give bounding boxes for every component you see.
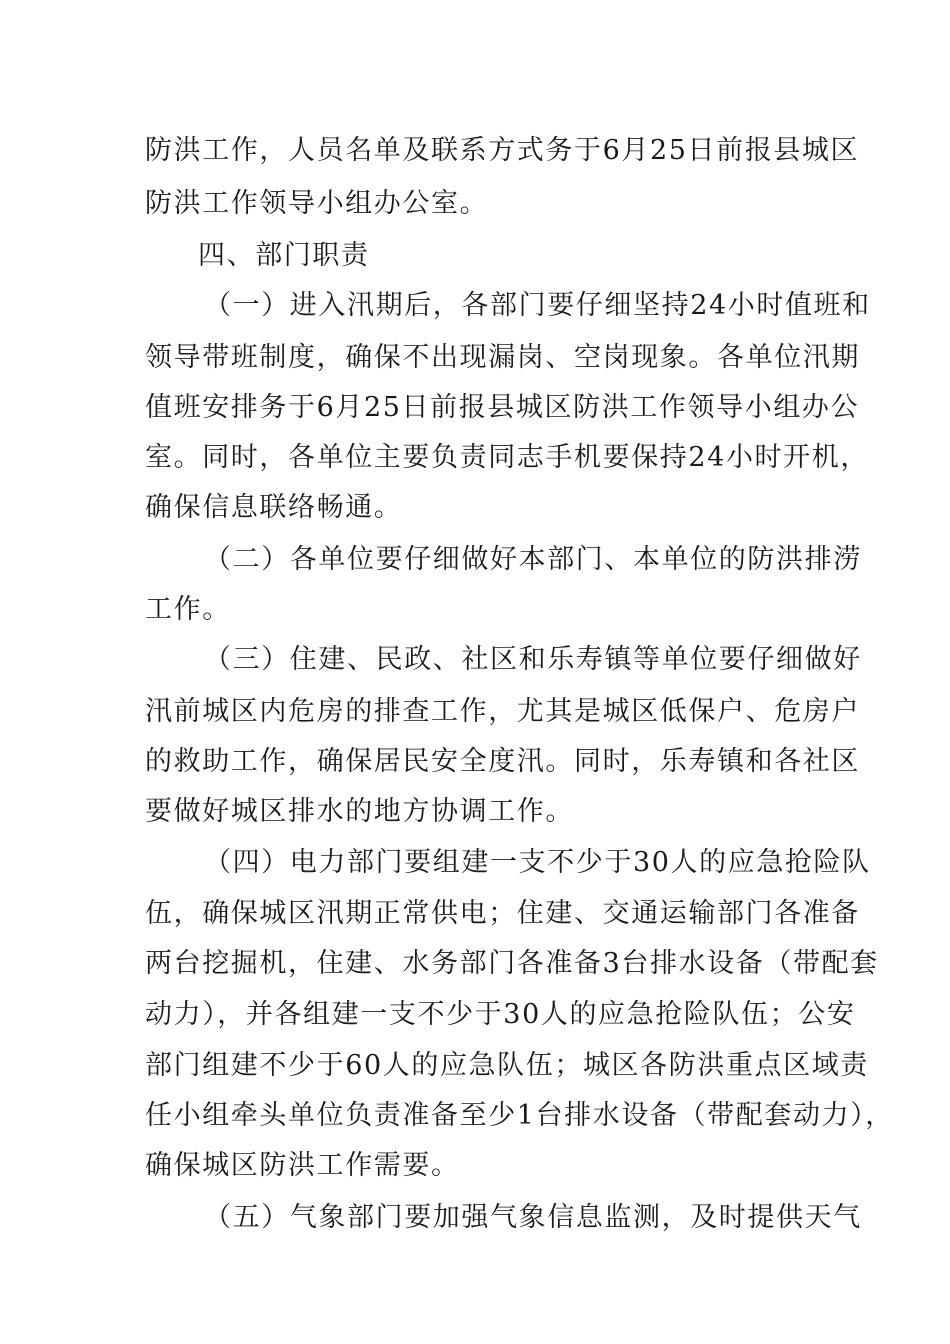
paragraph-line: 要做好城区排水的地方协调工作。 [145,796,574,827]
paragraph-line: 汛前城区内危房的排查工作，尤其是城区低保户、危房户 [145,696,860,727]
paragraph-line: 防洪工作领导小组办公室。 [145,188,489,219]
paragraph-line: 动力），并各组建一支不少于30人的应急抢险队伍；公安 [145,999,856,1030]
paragraph-line: 伍，确保城区汛期正常供电；住建、交通运输部门各准备 [145,898,860,929]
paragraph-line: 两台挖掘机，住建、水务部门各准备3台排水设备（带配套 [145,948,879,979]
paragraph-line: （四）电力部门要组建一支不少于30人的应急抢险队 [204,847,871,878]
paragraph-line: 确保城区防洪工作需要。 [145,1150,460,1181]
paragraph-line: 任小组牵头单位负责准备至少1台排水设备（带配套动力）， [145,1100,894,1131]
paragraph-line: （二）各单位要仔细做好本部门、本单位的防洪排涝 [204,544,862,575]
paragraph-line: 领导带班制度，确保不出现漏岗、空岗现象。各单位汛期 [145,342,860,373]
paragraph-line: 确保信息联络畅通。 [145,492,403,523]
paragraph-line: （三）住建、民政、社区和乐寿镇等单位要仔细做好 [204,644,862,675]
paragraph-line: 的救助工作，确保居民安全度汛。同时，乐寿镇和各社区 [145,746,860,777]
paragraph-line: （一）进入汛期后，各部门要仔细坚持24小时值班和 [204,290,871,321]
paragraph-line: 部门组建不少于60人的应急队伍；城区各防洪重点区域责 [145,1050,869,1081]
paragraph-line: （五）气象部门要加强气象信息监测，及时提供天气 [204,1202,862,1233]
section-heading: 四、部门职责 [198,240,370,271]
paragraph-line: 工作。 [145,594,231,625]
paragraph-line: 防洪工作，人员名单及联系方式务于6月25日前报县城区 [145,135,860,166]
paragraph-line: 值班安排务于6月25日前报县城区防洪工作领导小组办公 [145,392,860,423]
paragraph-line: 室。同时，各单位主要负责同志手机要保持24小时开机， [145,442,869,473]
